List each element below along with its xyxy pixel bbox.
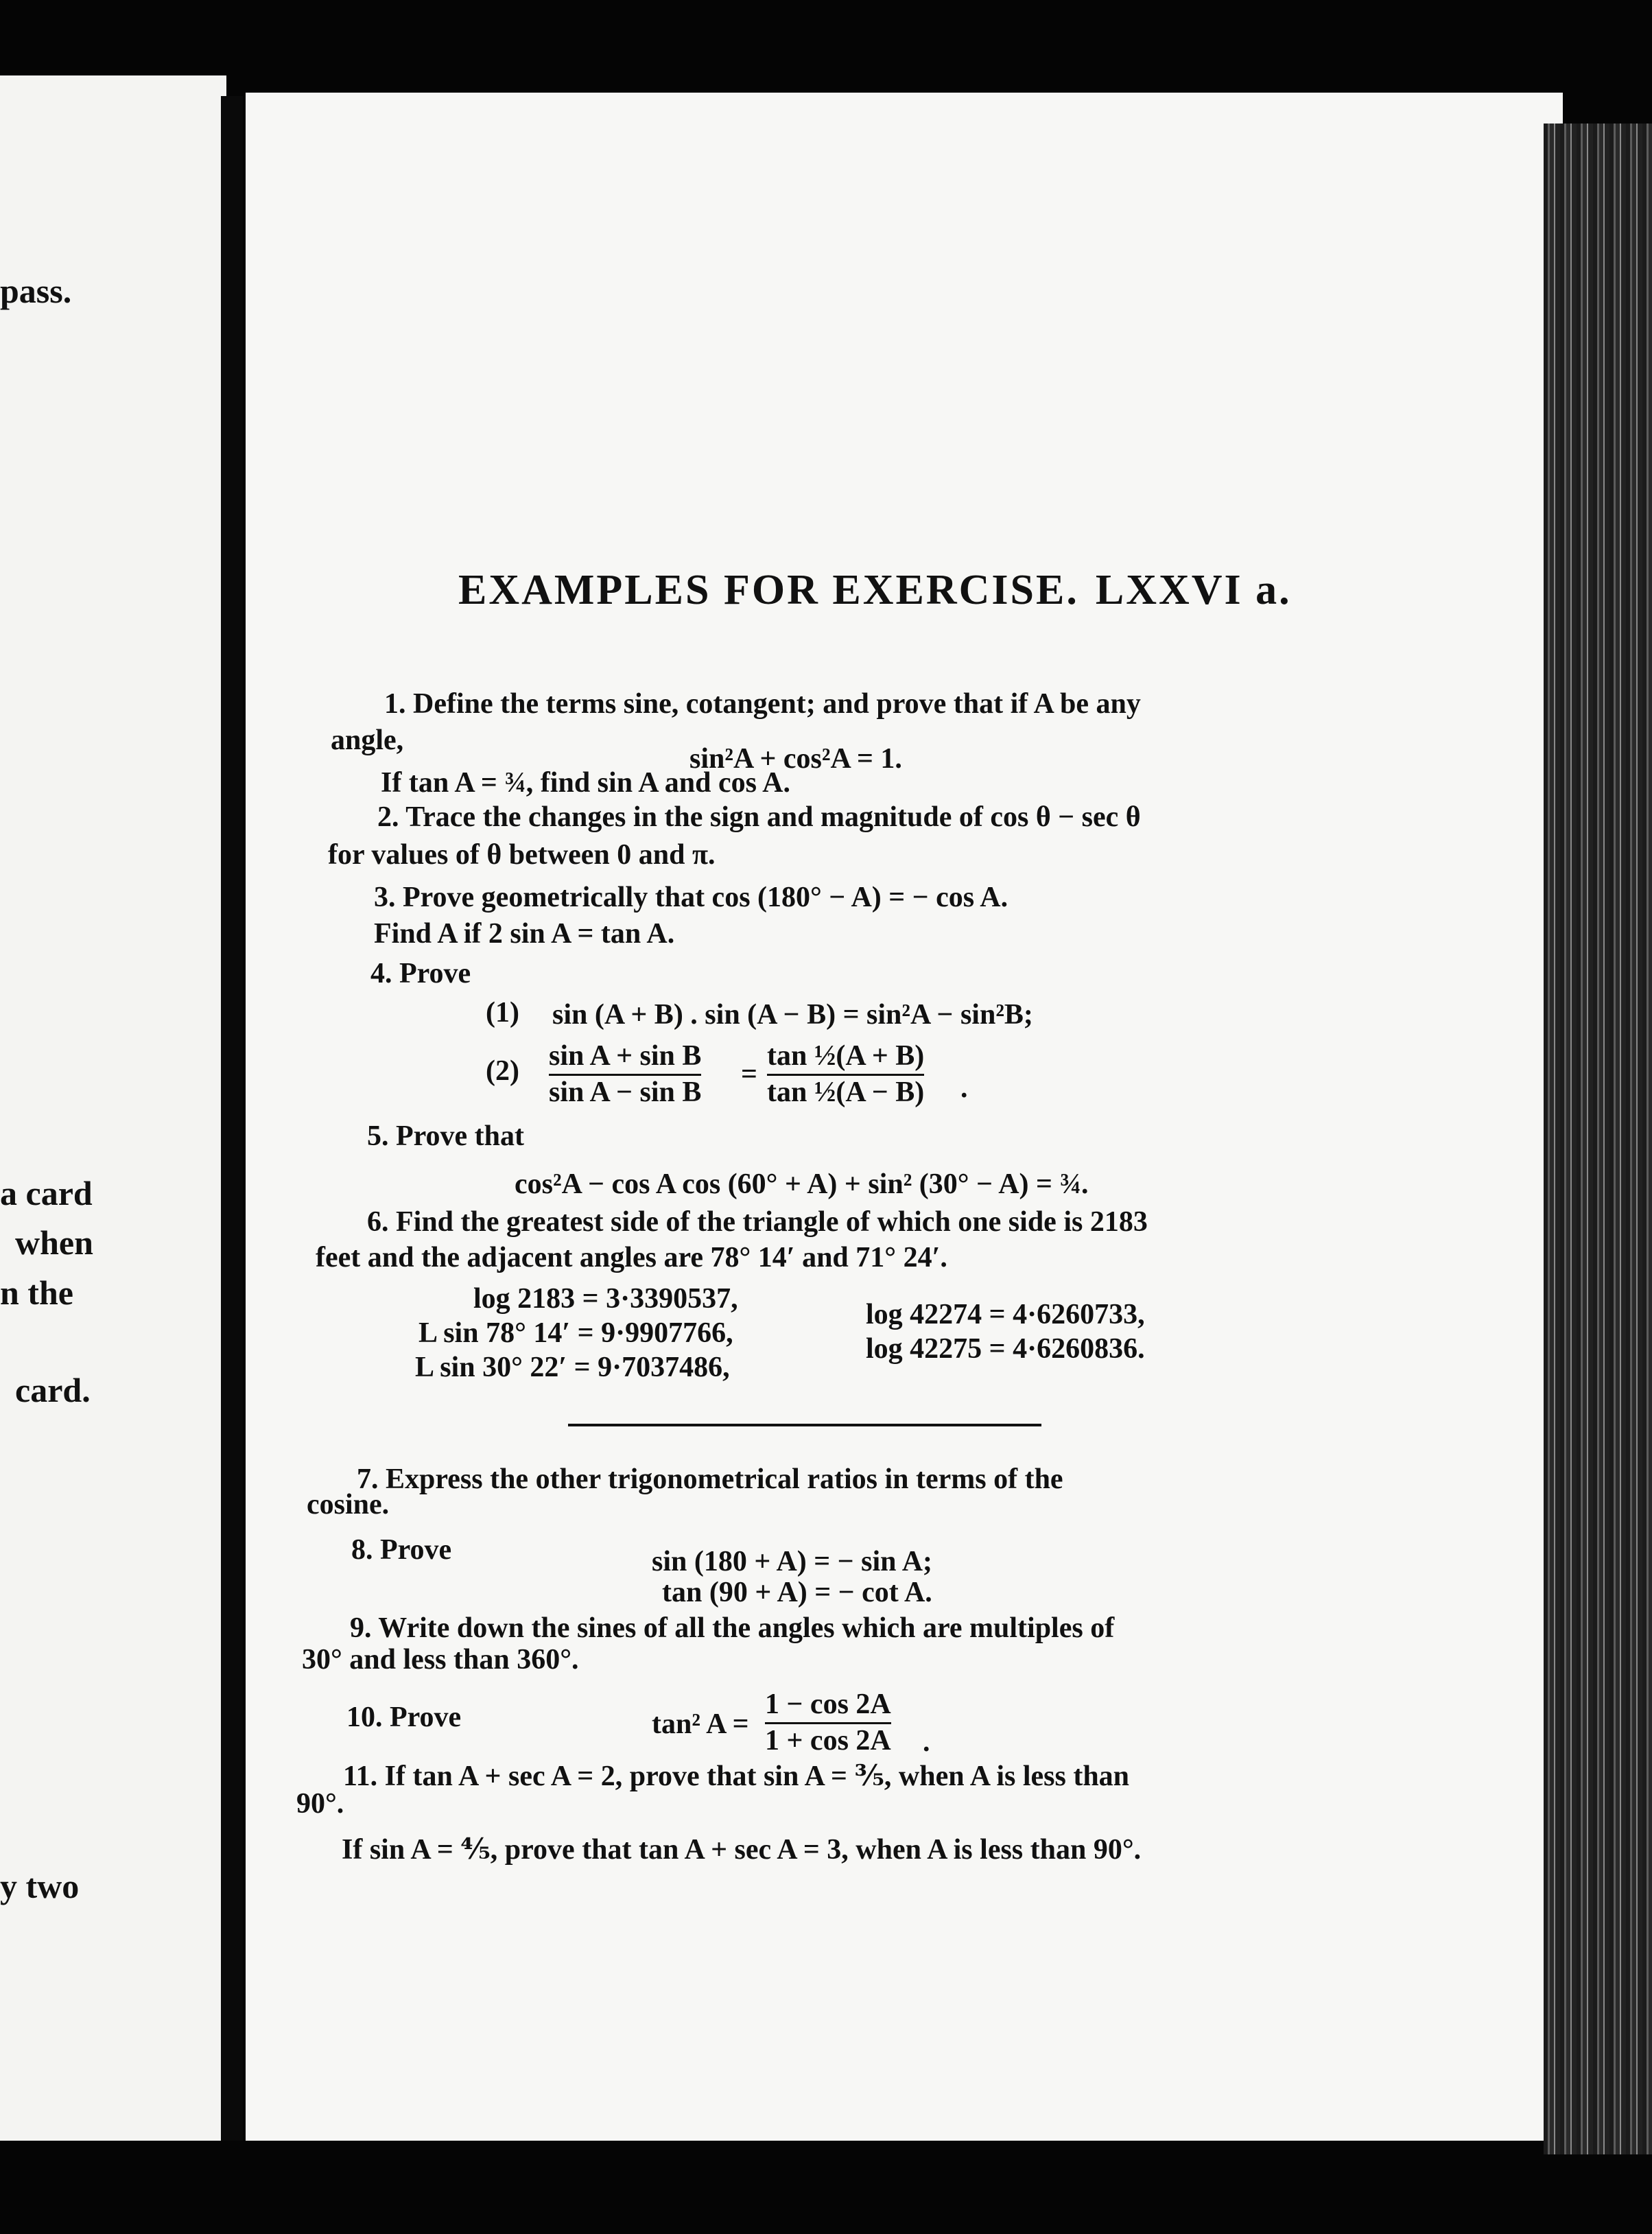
exercise-8-line-2: tan (90 + A) = − cot A. xyxy=(662,1577,932,1608)
exercise-7-line-2: cosine. xyxy=(307,1489,390,1520)
exercise-6-line-1: 6. Find the greatest side of the triangle of which one side is 2183 xyxy=(367,1206,1148,1238)
exercise-4-part-1: sin (A + B) . sin (A − B) = sin²A − sin²B; xyxy=(552,999,1033,1031)
left-page xyxy=(0,75,226,2141)
exercise-10-lhs: tan² A = xyxy=(652,1708,749,1740)
exercise-5-equation: cos²A − cos A cos (60° + A) + sin² (30° − A) = ¾. xyxy=(515,1168,1089,1200)
exercise-5-line-1: 5. Prove that xyxy=(367,1120,525,1152)
left-fragment: y two xyxy=(0,1867,80,1905)
book-gutter xyxy=(221,96,243,2141)
page-title xyxy=(458,566,1292,615)
exercise-1-line-1: 1. Define the terms sine, cotangent; and prove that if A be any xyxy=(384,688,1141,720)
exercise-4-line-1: 4. Prove xyxy=(370,958,471,989)
exercise-6-log-left: L sin 78° 14′ = 9·9907766, xyxy=(418,1317,733,1349)
exercise-9-line-1: 9. Write down the sines of all the angles which are multiples of xyxy=(350,1612,1115,1644)
exercise-1-line-3: If tan A = ¾, find sin A and cos A. xyxy=(381,767,790,799)
left-fragment: n the xyxy=(0,1273,73,1312)
title-main: EXAMPLES FOR EXERCISE. xyxy=(458,567,1079,613)
exercise-6-log-left: L sin 30° 22′ = 9·7037486, xyxy=(415,1352,730,1383)
exercise-11-line-1: 11. If tan A + sec A = 2, prove that sin A = ⅗, when A is less than xyxy=(343,1761,1130,1792)
fraction-numerator: tan ½(A + B) xyxy=(767,1039,924,1076)
exercise-9-line-2: 30° and less than 360°. xyxy=(302,1644,579,1676)
exercise-1-line-2a: angle, xyxy=(331,725,404,756)
fraction-denominator: sin A − sin B xyxy=(549,1077,702,1109)
title-number: LXXVI a. xyxy=(1095,567,1292,613)
exercise-4-fraction-left xyxy=(549,1039,701,1109)
exercise-11-line-2: 90°. xyxy=(296,1788,344,1820)
exercise-2-line-2: for values of θ between 0 and π. xyxy=(328,839,716,871)
exercise-6-log-right: log 42275 = 4·6260836. xyxy=(866,1333,1145,1365)
exercise-4-part-2-label: (2) xyxy=(486,1055,519,1087)
exercise-6-log-left: log 2183 = 3·3390537, xyxy=(473,1283,738,1315)
exercise-11-line-3: If sin A = ⅘, prove that tan A + sec A = 3, when A is less than 90°. xyxy=(342,1834,1142,1866)
exercise-4-part-1-label: (1) xyxy=(486,997,519,1028)
exercise-7-line-1: 7. Express the other trigonometrical ratios in terms of the xyxy=(357,1463,1063,1495)
exercise-10-period: . xyxy=(923,1726,930,1758)
exercise-10-label: 10. Prove xyxy=(346,1702,462,1733)
fraction-denominator: tan ½(A − B) xyxy=(767,1077,925,1109)
left-fragment: card. xyxy=(15,1371,91,1409)
left-fragment: pass. xyxy=(0,272,72,310)
exercise-10-fraction xyxy=(765,1688,891,1758)
exercise-4-equals: = xyxy=(741,1059,757,1090)
exercise-3-line-2: Find A if 2 sin A = tan A. xyxy=(374,918,675,950)
exercise-2-line-1: 2. Trace the changes in the sign and magnitude of cos θ − sec θ xyxy=(377,801,1141,833)
fraction-denominator: 1 + cos 2A xyxy=(765,1725,891,1757)
exercise-3-line-1: 3. Prove geometrically that cos (180° − A) = − cos A. xyxy=(374,882,1008,913)
fraction-numerator: 1 − cos 2A xyxy=(765,1688,891,1724)
exercise-1-equation: sin²A + cos²A = 1. xyxy=(689,743,902,775)
exercise-4-fraction-right xyxy=(767,1039,924,1109)
exercise-8-line-1: sin (180 + A) = − sin A; xyxy=(652,1546,933,1577)
exercise-6-log-right: log 42274 = 4·6260733, xyxy=(866,1299,1145,1330)
page-edges xyxy=(1544,124,1652,2154)
left-fragment: a card xyxy=(0,1174,93,1212)
exercise-4-period: . xyxy=(960,1072,968,1104)
left-fragment: when xyxy=(15,1223,93,1262)
exercise-6-line-2: feet and the adjacent angles are 78° 14′ and 71° 24′. xyxy=(316,1242,947,1273)
section-divider xyxy=(568,1424,1041,1426)
fraction-numerator: sin A + sin B xyxy=(549,1039,701,1076)
exercise-8-label: 8. Prove xyxy=(351,1534,452,1566)
